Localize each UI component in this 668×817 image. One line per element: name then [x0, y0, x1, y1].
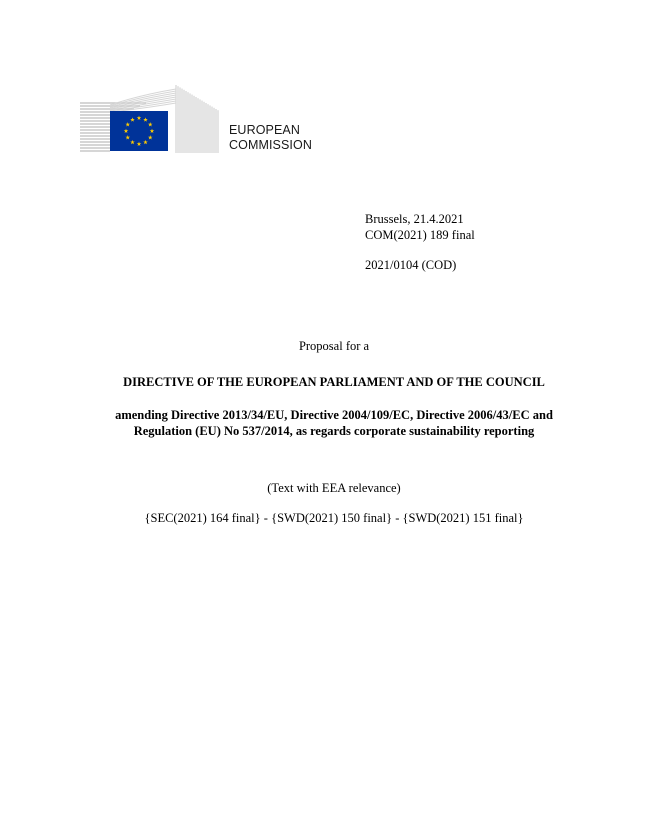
logo-text-line-1: EUROPEAN [229, 123, 300, 137]
logo-text-line-2: COMMISSION [229, 138, 312, 152]
subtitle-line-2: Regulation (EU) No 537/2014, as regards corporate sustainability reporting [133, 424, 535, 438]
logo-wordmark [229, 123, 312, 153]
com-number: COM(2021) 189 final [365, 228, 475, 242]
reference-block [365, 211, 475, 273]
place-date: Brussels, 21.4.2021 [365, 212, 464, 226]
proposal-label: Proposal for a [298, 339, 370, 353]
document-subtitle [0, 407, 668, 439]
procedure-number: 2021/0104 (COD) [365, 258, 457, 272]
european-commission-logo [80, 83, 220, 155]
subtitle-line-1: amending Directive 2013/34/EU, Directive 2004/109/EC, Directive 2006/43/EC and [115, 408, 553, 422]
related-documents: {SEC(2021) 164 final} - {SWD(2021) 150 final} - {SWD(2021) 151 final} [144, 511, 524, 525]
eea-relevance: (Text with EEA relevance) [267, 481, 401, 495]
document-title: DIRECTIVE OF THE EUROPEAN PARLIAMENT AND OF THE COUNCIL [123, 375, 545, 389]
